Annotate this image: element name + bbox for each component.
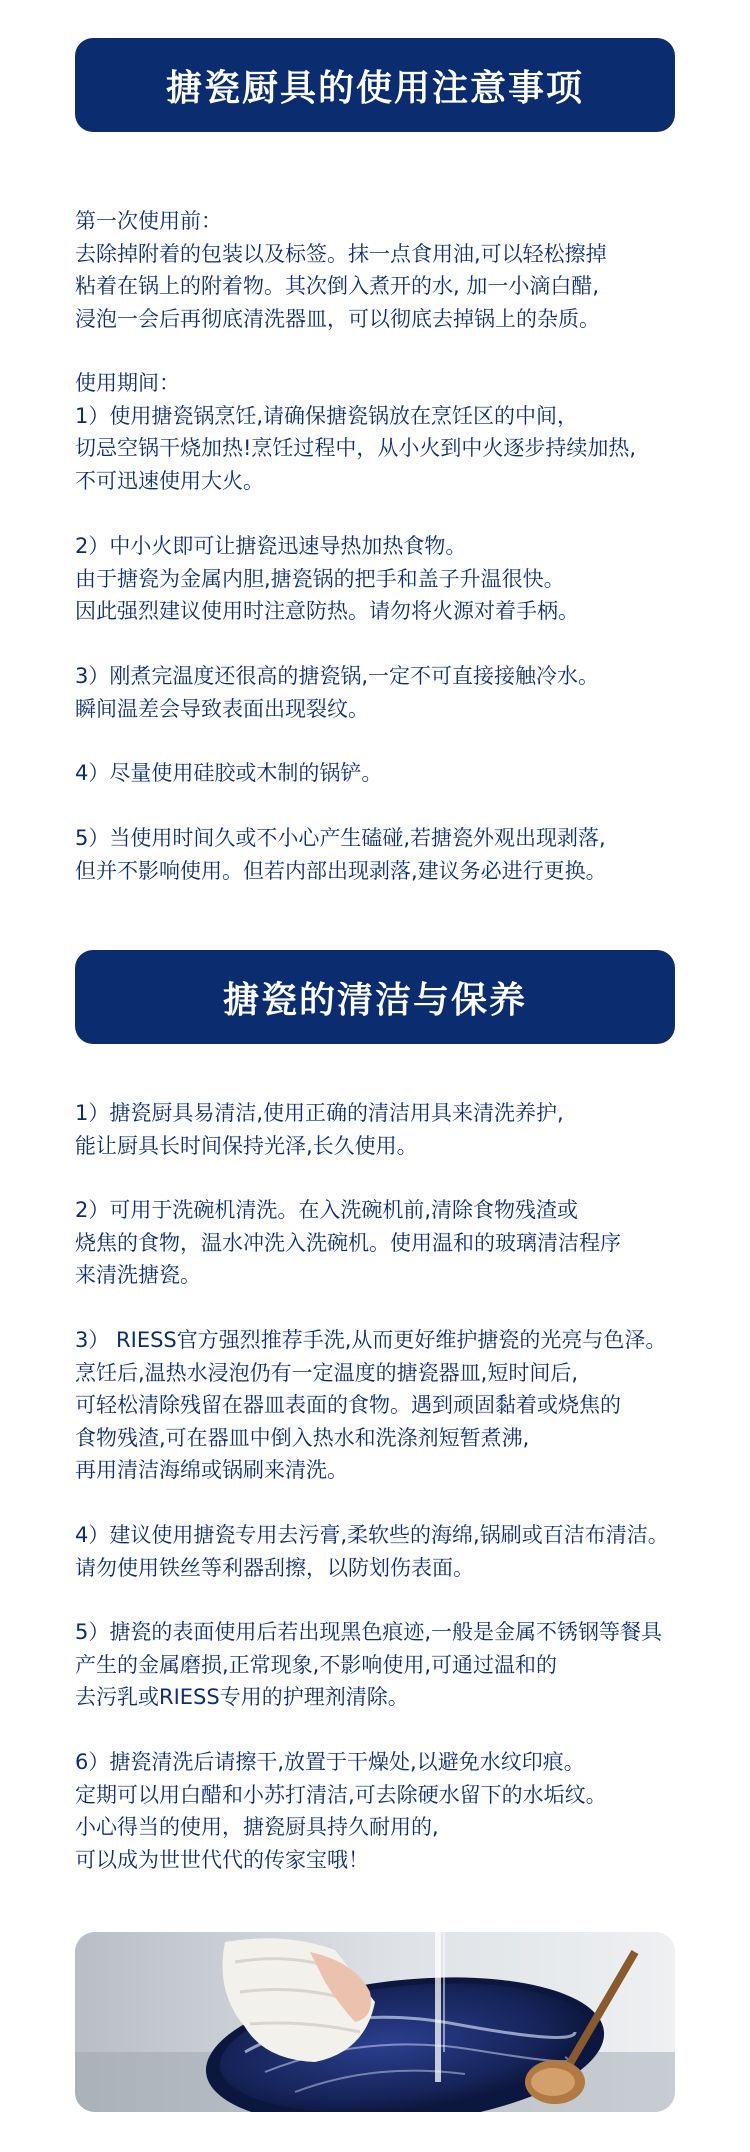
text-line: 烧焦的食物，温水冲洗入洗碗机。使用温和的玻璃清洁程序	[75, 1230, 621, 1255]
text-line: 6）搪瓷清洗后请擦干,放置于干燥处,以避免水纹印痕。	[75, 1750, 585, 1774]
cleaning-para-6	[75, 1746, 725, 1876]
cleaning-para-3	[75, 1324, 725, 1487]
text-line: 由于搪瓷为金属内胆,搪瓷锅的把手和盖子升温很快。	[75, 566, 565, 591]
section-title-cleaning: 搪瓷的清洁与保养	[75, 950, 675, 1044]
text-line: 第一次使用前：	[75, 209, 222, 233]
text-line: 小心得当的使用，搪瓷厨具持久耐用的,	[75, 1815, 439, 1839]
cleaning-para-1	[75, 1097, 725, 1162]
text-line: 能让厨具长时间保持光泽,长久使用。	[75, 1133, 418, 1158]
text-line: 定期可以用白醋和小苏打清洁,可去除硬水留下的水垢纹。	[75, 1782, 607, 1807]
text-line: 因此强烈建议使用时注意防热。请勿将火源对着手柄。	[75, 599, 579, 623]
text-line: 产生的金属磨损,正常现象,不影响使用,可通过温和的	[75, 1652, 558, 1677]
text-line: 去污乳或RIESS专用的护理剂清除。	[75, 1685, 409, 1709]
usage-para-4	[75, 757, 725, 790]
usage-para-5	[75, 822, 725, 887]
text-line: 来清洗搪瓷。	[75, 1263, 201, 1287]
text-line: 切忌空锅干烧加热!烹饪过程中，从小火到中火逐步持续加热,	[75, 436, 637, 460]
text-line: 食物残渣,可在器皿中倒入热水和洗涤剂短暂煮沸,	[75, 1425, 530, 1450]
text-line: 可轻松清除残留在器皿表面的食物。遇到顽固黏着或烧焦的	[75, 1393, 621, 1417]
usage-para-first-use	[75, 205, 725, 335]
text-line: 但并不影响使用。但若内部出现剥落,建议务必进行更换。	[75, 858, 607, 883]
cleaning-para-5	[75, 1616, 725, 1714]
text-line: 2）中小火即可让搪瓷迅速导热加热食物。	[75, 534, 467, 558]
usage-para-2	[75, 530, 725, 628]
text-line: 3） RIESS官方强烈推荐手洗,从而更好维护搪瓷的光亮与色泽。	[75, 1328, 667, 1352]
text-line: 2）可用于洗碗机清洗。在入洗碗机前,清除食物残渣或	[75, 1198, 579, 1222]
text-line: 粘着在锅上的附着物。其次倒入煮开的水, 加一小滴白醋,	[75, 274, 600, 298]
text-line: 烹饪后,温热水浸泡仍有一定温度的搪瓷器皿,短时间后,	[75, 1360, 579, 1385]
text-line: 不可迅速使用大火。	[75, 468, 264, 493]
text-line: 请勿使用铁丝等利器刮擦，以防划伤表面。	[75, 1555, 474, 1580]
text-line: 4）尽量使用硅胶或木制的锅铲。	[75, 761, 383, 785]
text-line: 浸泡一会后再彻底清洗器皿，可以彻底去掉锅上的杂质。	[75, 306, 600, 331]
section-title-usage: 搪瓷厨具的使用注意事项	[75, 38, 675, 132]
text-line: 5）当使用时间久或不小心产生磕碰,若搪瓷外观出现剥落,	[75, 826, 606, 850]
text-line: 5）搪瓷的表面使用后若出现黑色痕迹,一般是金属不锈钢等餐具	[75, 1620, 663, 1644]
text-line: 使用期间：	[75, 371, 180, 395]
text-line: 4）建议使用搪瓷专用去污膏,柔软些的海绵,锅刷或百洁布清洁。	[75, 1523, 669, 1547]
text-line: 1）搪瓷厨具易清洁,使用正确的清洁用具来清洗养护,	[75, 1101, 564, 1125]
dish-washing-photo	[75, 1932, 675, 2112]
text-line: 再用清洁海绵或锅刷来清洗。	[75, 1458, 348, 1482]
usage-para-3	[75, 660, 725, 725]
text-line: 1）使用搪瓷锅烹饪,请确保搪瓷锅放在烹饪区的中间，	[75, 403, 579, 428]
text-line: 瞬间温差会导致表面出现裂纹。	[75, 696, 369, 721]
cleaning-para-2	[75, 1194, 725, 1292]
text-line: 可以成为世世代代的传家宝哦！	[75, 1847, 369, 1872]
text-line: 去除掉附着的包装以及标签。抹一点食用油,可以轻松擦掉	[75, 241, 607, 266]
usage-para-during-use	[75, 367, 725, 497]
cleaning-para-4	[75, 1519, 725, 1584]
text-line: 3）刚煮完温度还很高的搪瓷锅,一定不可直接接触冷水。	[75, 664, 600, 688]
